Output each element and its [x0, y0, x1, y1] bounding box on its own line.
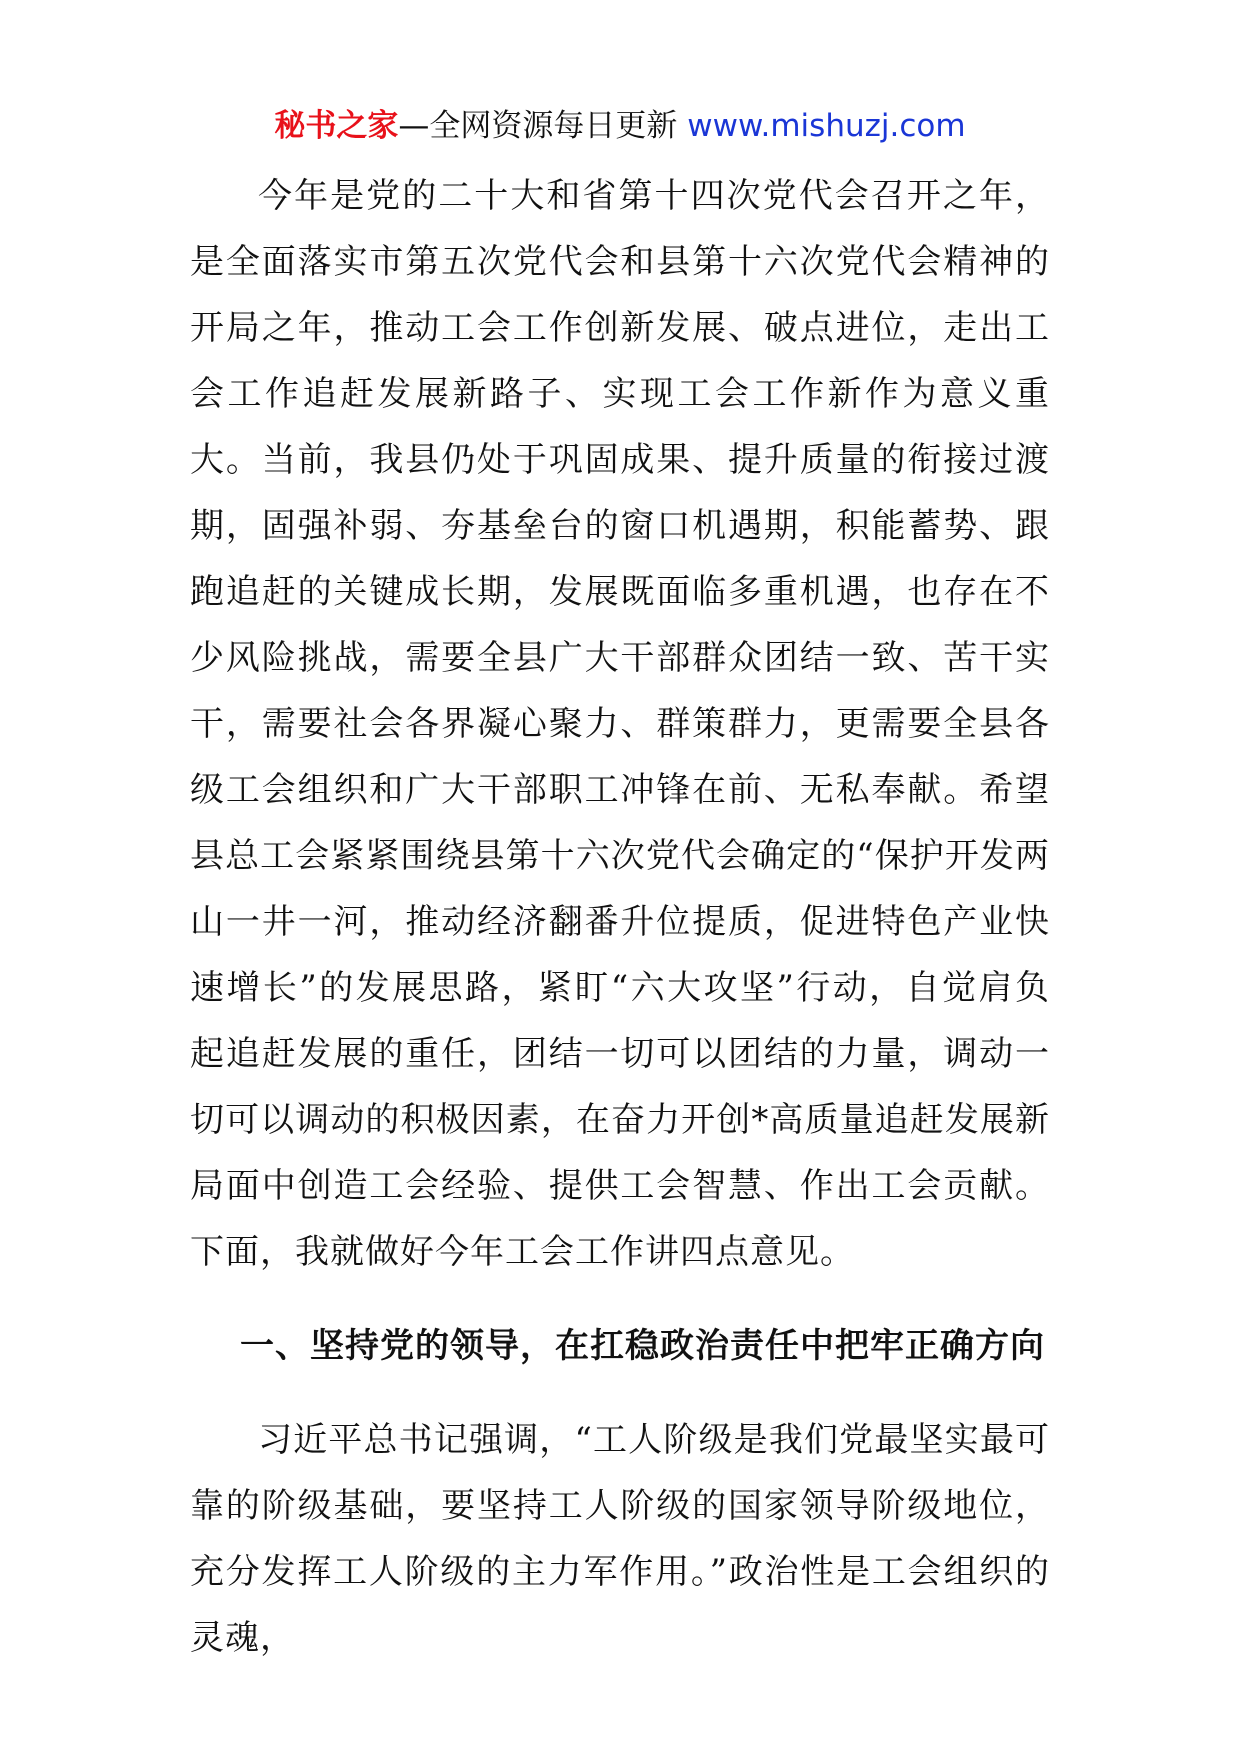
banner-tagline: —全网资源每日更新 [398, 108, 688, 144]
paragraph-section-1: 习近平总书记强调，“工人阶级是我们党最坚实最可靠的阶级基础，要坚持工人阶级的国家领导阶级地位，充分发挥工人阶级的主力军作用。”政治性是工会组织的灵魂， [190, 1420, 1050, 1658]
banner-url[interactable]: www.mishuzj.com [687, 108, 966, 144]
document-body [190, 163, 1050, 1671]
section-heading-1: 一、坚持党的领导，在扛稳政治责任中把牢正确方向 [240, 1326, 1045, 1366]
banner-brand: 秘书之家 [274, 108, 399, 144]
site-banner [0, 104, 1240, 148]
paragraph-intro: 今年是党的二十大和省第十四次党代会召开之年，是全面落实市第五次党代会和县第十六次党代会精神的开局之年，推动工会工作创新发展、破点进位，走出工会工作追赶发展新路子、实现工会工作新作为意义重大。当前，我县仍处于巩固成果、提升质量的衔接过渡期，固强补弱、夯基垒台的窗口机遇期，积能蓄势、跟跑追赶的关键成长期，发展既面临多重机遇，也存在不少风险挑战，需要全县广大干部群众团结一致、苦干实干，需要社会各界凝心聚力、群策群力，更需要全县各级工会组织和广大干部职工冲锋在前、无私奉献。希望县总工会紧紧围绕县第十六次党代会确定的“保护开发两山一井一河，推动经济翻番升位提质，促进特色产业快速增长”的发展思路，紧盯“六大攻坚”行动，自觉肩负起追赶发展的重任，团结一切可以团结的力量，调动一切可以调动的积极因素，在奋力开创*高质量追赶发展新局面中创造工会经验、提供工会智慧、作出工会贡献。下面，我就做好今年工会工作讲四点意见。 [190, 176, 1050, 1272]
